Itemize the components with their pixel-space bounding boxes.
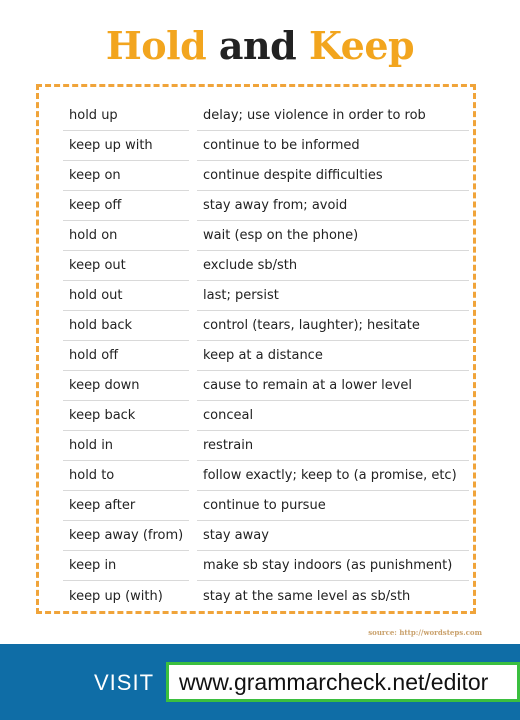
phrase-cell: keep back bbox=[63, 401, 189, 431]
meaning-cell: conceal bbox=[197, 401, 469, 431]
table-row bbox=[63, 371, 469, 401]
phrase-cell: keep up with bbox=[63, 131, 189, 161]
phrasal-verbs-table bbox=[63, 101, 469, 611]
phrase-cell: hold to bbox=[63, 461, 189, 491]
table-row bbox=[63, 341, 469, 371]
url-link-box[interactable] bbox=[166, 662, 520, 702]
source-credit: source: http://wordsteps.com bbox=[368, 628, 482, 637]
phrase-cell: keep away (from) bbox=[63, 521, 189, 551]
table-row bbox=[63, 221, 469, 251]
visit-banner bbox=[0, 644, 520, 720]
phrase-cell: hold back bbox=[63, 311, 189, 341]
table-row bbox=[63, 161, 469, 191]
table-row bbox=[63, 251, 469, 281]
meaning-cell: last; persist bbox=[197, 281, 469, 311]
phrase-cell: keep off bbox=[63, 191, 189, 221]
phrase-cell: hold off bbox=[63, 341, 189, 371]
phrase-cell: keep after bbox=[63, 491, 189, 521]
table-row bbox=[63, 311, 469, 341]
table-row bbox=[63, 131, 469, 161]
phrase-cell: keep out bbox=[63, 251, 189, 281]
page-title bbox=[0, 22, 520, 70]
table-row bbox=[63, 461, 469, 491]
meaning-cell: stay at the same level as sb/sth bbox=[203, 588, 411, 604]
phrase-cell: keep up (with) bbox=[69, 588, 163, 604]
meaning-cell: follow exactly; keep to (a promise, etc) bbox=[197, 461, 469, 491]
meaning-cell: cause to remain at a lower level bbox=[197, 371, 469, 401]
meaning-cell: stay away bbox=[197, 521, 469, 551]
meaning-cell: keep at a distance bbox=[197, 341, 469, 371]
phrase-cell: keep on bbox=[63, 161, 189, 191]
table-row bbox=[63, 491, 469, 521]
phrase-cell: hold on bbox=[63, 221, 189, 251]
meaning-cell: wait (esp on the phone) bbox=[197, 221, 469, 251]
meaning-cell: continue to be informed bbox=[197, 131, 469, 161]
phrase-cell: hold in bbox=[63, 431, 189, 461]
table-row bbox=[63, 101, 469, 131]
visit-label: VISIT bbox=[94, 670, 155, 695]
title-word-keep: Keep bbox=[308, 23, 415, 68]
meaning-cell: continue despite difficulties bbox=[197, 161, 469, 191]
meaning-cell: delay; use violence in order to rob bbox=[197, 101, 469, 131]
url-link[interactable]: www.grammarcheck.net/editor bbox=[179, 668, 489, 695]
meaning-cell: continue to pursue bbox=[197, 491, 469, 521]
meaning-cell: stay away from; avoid bbox=[197, 191, 469, 221]
meaning-cell: control (tears, laughter); hesitate bbox=[197, 311, 469, 341]
table-row bbox=[63, 551, 469, 581]
phrasal-verbs-panel bbox=[36, 84, 476, 614]
phrase-cell: hold up bbox=[63, 101, 189, 131]
meaning-cell: make sb stay indoors (as punishment) bbox=[197, 551, 469, 581]
title-word-hold: Hold bbox=[105, 23, 207, 68]
meaning-cell: restrain bbox=[197, 431, 469, 461]
phrase-cell: hold out bbox=[63, 281, 189, 311]
table-row bbox=[63, 191, 469, 221]
table-row bbox=[63, 521, 469, 551]
meaning-cell: exclude sb/sth bbox=[197, 251, 469, 281]
table-row bbox=[63, 281, 469, 311]
title-word-and: and bbox=[218, 23, 297, 68]
phrase-cell: keep down bbox=[63, 371, 189, 401]
table-row bbox=[63, 401, 469, 431]
table-row bbox=[63, 581, 469, 611]
phrase-cell: keep in bbox=[63, 551, 189, 581]
table-row bbox=[63, 431, 469, 461]
